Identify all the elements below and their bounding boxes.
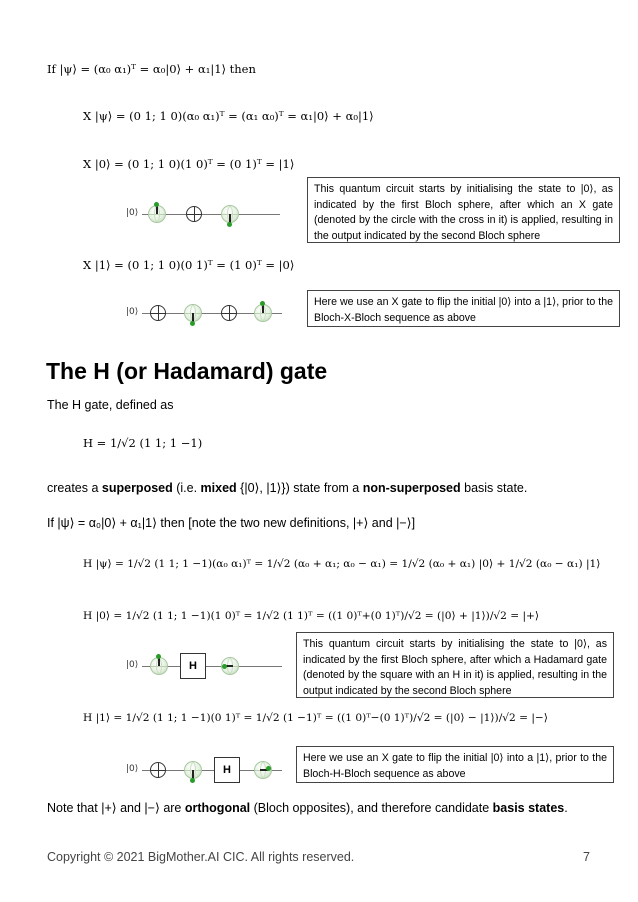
page-number: 7 — [583, 850, 590, 864]
eq-h-one: H |1⟩ = 1/√2 (1 1; 1 −1)(0 1)ᵀ = 1/√2 (1 −1)ᵀ = ((1 0)ᵀ−(0 1)ᵀ)/√2 = (|0⟩ − |1⟩)/√2 = |−⟩ — [83, 712, 548, 724]
x-gate-icon — [150, 762, 166, 778]
bloch-vector-tip — [227, 222, 232, 227]
paragraph-new-definitions: If |ψ⟩ = α₀|0⟩ + α₁|1⟩ then [note the two new definitions, |+⟩ and |−⟩] — [47, 516, 416, 530]
paragraph-orthogonal: Note that |+⟩ and |−⟩ are orthogonal (Bloch opposites), and therefore candidate basis states. — [47, 801, 568, 815]
hadamard-gate: H — [180, 653, 206, 679]
ket-zero-label: |0⟩ — [126, 208, 139, 218]
note-circuit-3: This quantum circuit starts by initialising the state to |0⟩, as indicated by the first Bloch sphere, after which a Hadamard gate (denoted by the square with an H in it) is applied, resulting in the output indicated by the second Bloch sphere — [296, 632, 614, 698]
ket-zero-label: |0⟩ — [126, 307, 139, 317]
ket-zero-label: |0⟩ — [126, 764, 139, 774]
ket-zero-label: |0⟩ — [126, 660, 139, 670]
note-circuit-4: Here we use an X gate to flip the initial |0⟩ into a |1⟩, prior to the Bloch-H-Bloch sequence as above — [296, 746, 614, 783]
section-heading: The H (or Hadamard) gate — [46, 358, 328, 384]
bloch-vector-tip — [190, 321, 195, 326]
eq-x-psi: X |ψ⟩ = (0 1; 1 0)(α₀ α₁)ᵀ = (α₁ α₀)ᵀ = α₁|0⟩ + α₀|1⟩ — [83, 109, 374, 123]
eq-h-zero: H |0⟩ = 1/√2 (1 1; 1 −1)(1 0)ᵀ = 1/√2 (1 1)ᵀ = ((1 0)ᵀ+(0 1)ᵀ)/√2 = (|0⟩ + |1⟩)/√2 = |+⟩ — [83, 610, 540, 622]
paragraph-superposed: creates a superposed (i.e. mixed {|0⟩, |1⟩}) state from a non-superposed basis state. — [47, 481, 528, 495]
bloch-vector-tip — [222, 664, 227, 669]
note-circuit-2: Here we use an X gate to flip the initial |0⟩ into a |1⟩, prior to the Bloch-X-Bloch sequence as above — [307, 290, 620, 327]
note-circuit-1: This quantum circuit starts by initialising the state to |0⟩, as indicated by the first Bloch sphere, after which an X gate (denoted by the circle with the cross in it) is applied, resulting in the output indicated by the second Bloch sphere — [307, 177, 620, 243]
hadamard-gate: H — [214, 757, 240, 783]
eq-psi-definition: If |ψ⟩ = (α₀ α₁)ᵀ = α₀|0⟩ + α₁|1⟩ then — [47, 62, 256, 76]
x-gate-icon — [186, 206, 202, 222]
bloch-vector-tip — [154, 202, 159, 207]
bloch-vector-tip — [190, 778, 195, 783]
eq-x-zero: X |0⟩ = (0 1; 1 0)(1 0)ᵀ = (0 1)ᵀ = |1⟩ — [83, 157, 295, 171]
eq-h-psi: H |ψ⟩ = 1/√2 (1 1; 1 −1)(α₀ α₁)ᵀ = 1/√2 (α₀ + α₁; α₀ − α₁) = 1/√2 (α₀ + α₁) |0⟩ + 1/√2 (α₀ − α₁) |1⟩ — [83, 558, 601, 570]
bloch-vector-tip — [156, 654, 161, 659]
bloch-vector-tip — [260, 301, 265, 306]
x-gate-icon — [221, 305, 237, 321]
x-gate-icon — [150, 305, 166, 321]
eq-x-one: X |1⟩ = (0 1; 1 0)(0 1)ᵀ = (1 0)ᵀ = |0⟩ — [83, 258, 295, 272]
footer-copyright: Copyright © 2021 BigMother.AI CIC. All rights reserved. — [47, 850, 355, 864]
eq-h-definition: H = 1/√2 (1 1; 1 −1) — [83, 436, 203, 450]
bloch-vector-tip — [266, 766, 271, 771]
paragraph-h-intro: The H gate, defined as — [47, 398, 174, 412]
